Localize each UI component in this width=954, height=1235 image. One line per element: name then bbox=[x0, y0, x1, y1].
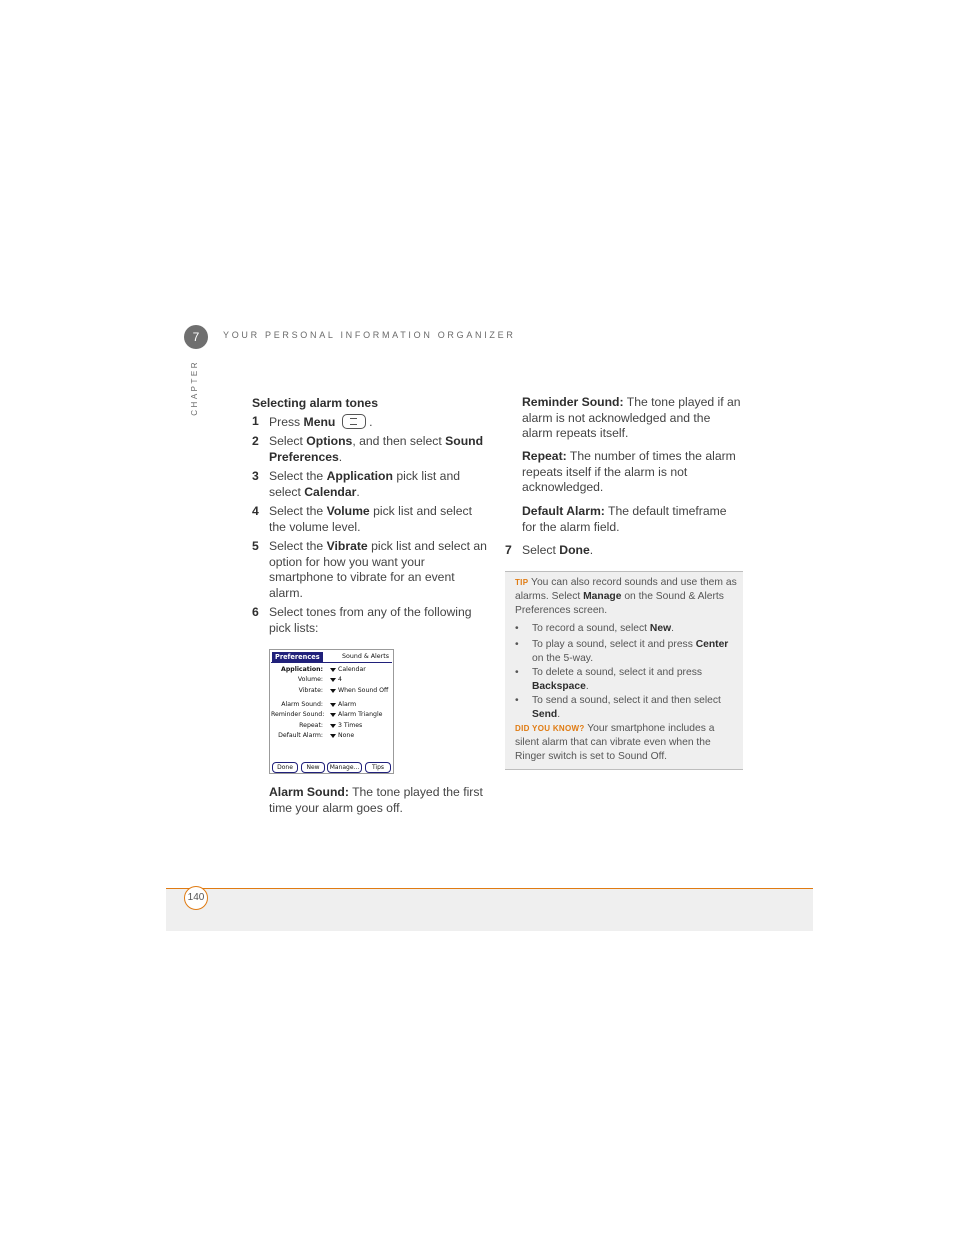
chapter-number-badge: 7 bbox=[184, 325, 208, 349]
tip-bullet: • To delete a sound, select it and press Backspace. bbox=[515, 667, 703, 692]
screen-title-bar bbox=[271, 652, 392, 663]
pref-row-application: Application: Calendar bbox=[281, 666, 366, 673]
page-number: 140 bbox=[184, 886, 208, 910]
step-number: 6 bbox=[252, 605, 259, 619]
tip-box bbox=[505, 571, 743, 770]
picklist-arrow-icon bbox=[330, 734, 336, 738]
step-number: 7 bbox=[505, 543, 512, 557]
tip-label: TIP bbox=[515, 578, 529, 587]
did-you-know-text: DID YOU KNOW? Your smartphone includes a silent alarm that can vibrate even when the Ringer switch is set to Sound Off. bbox=[515, 723, 715, 762]
tip-bullet: • To send a sound, select it and then select Send. bbox=[515, 695, 721, 720]
pref-row-vibrate: Vibrate: When Sound Off bbox=[298, 687, 389, 694]
reminder-sound-description: Reminder Sound: The tone played if an alarm is not acknowledged and the alarm repeats itself. bbox=[522, 395, 741, 441]
screen-category: Sound & Alerts bbox=[341, 653, 389, 660]
repeat-description: Repeat: The number of times the alarm repeats itself if the alarm is not acknowledged. bbox=[522, 449, 736, 495]
step-number: 1 bbox=[252, 414, 259, 428]
step-6: 6 Select tones from any of the following pick lists: bbox=[252, 605, 472, 635]
picklist-arrow-icon bbox=[330, 678, 336, 682]
section-heading: Selecting alarm tones bbox=[252, 396, 378, 410]
tip-text: TIP You can also record sounds and use them as alarms. Select Manage on the Sound & Alerts Preferences screen. bbox=[515, 577, 737, 616]
page-footer bbox=[166, 888, 813, 931]
step-number: 4 bbox=[252, 504, 259, 518]
screen-title: Preferences bbox=[272, 652, 323, 662]
pref-row-repeat: Repeat: 3 Times bbox=[299, 722, 363, 729]
picklist-arrow-icon bbox=[330, 689, 336, 693]
picklist-arrow-icon bbox=[330, 668, 336, 672]
tips-button: Tips bbox=[365, 762, 391, 773]
step-2: 2 Select Options, and then select Sound Preferences. bbox=[252, 434, 484, 464]
new-button: New bbox=[301, 762, 325, 773]
picklist-arrow-icon bbox=[330, 703, 336, 707]
step-5: 5 Select the Vibrate pick list and select an option for how you want your smartphone to vibrate for an event alarm. bbox=[252, 539, 487, 601]
running-head: YOUR PERSONAL INFORMATION ORGANIZER bbox=[223, 330, 516, 340]
did-you-know-label: DID YOU KNOW? bbox=[515, 724, 585, 733]
chapter-label: CHAPTER bbox=[190, 360, 199, 416]
alarm-sound-description: Alarm Sound: The tone played the first time your alarm goes off. bbox=[269, 785, 483, 815]
sound-preferences-screenshot bbox=[269, 649, 394, 774]
step-number: 3 bbox=[252, 469, 259, 483]
tip-bullet: • To record a sound, select New. bbox=[515, 623, 674, 634]
pref-row-alarm-sound: Alarm Sound: Alarm bbox=[281, 701, 357, 708]
done-button: Done bbox=[272, 762, 298, 773]
pref-row-volume: Volume: 4 bbox=[297, 676, 342, 683]
step-number: 2 bbox=[252, 434, 259, 448]
step-4: 4 Select the Volume pick list and select the volume level. bbox=[252, 504, 473, 534]
manage-button: Manage... bbox=[327, 762, 362, 773]
step-7: 7 Select Done. bbox=[505, 543, 594, 557]
picklist-arrow-icon bbox=[330, 713, 336, 717]
tip-bullet: • To play a sound, select it and press Center on the 5-way. bbox=[515, 639, 729, 664]
step-number: 5 bbox=[252, 539, 259, 553]
picklist-arrow-icon bbox=[330, 724, 336, 728]
step-3: 3 Select the Application pick list and select Calendar. bbox=[252, 469, 461, 499]
default-alarm-description: Default Alarm: The default timeframe for the alarm field. bbox=[522, 504, 727, 534]
pref-row-reminder-sound: Reminder Sound: Alarm Triangle bbox=[271, 711, 383, 718]
step-1: 1 Press Menu . bbox=[252, 414, 373, 429]
menu-key-icon bbox=[342, 414, 366, 429]
pref-row-default-alarm: Default Alarm: None bbox=[278, 732, 355, 739]
